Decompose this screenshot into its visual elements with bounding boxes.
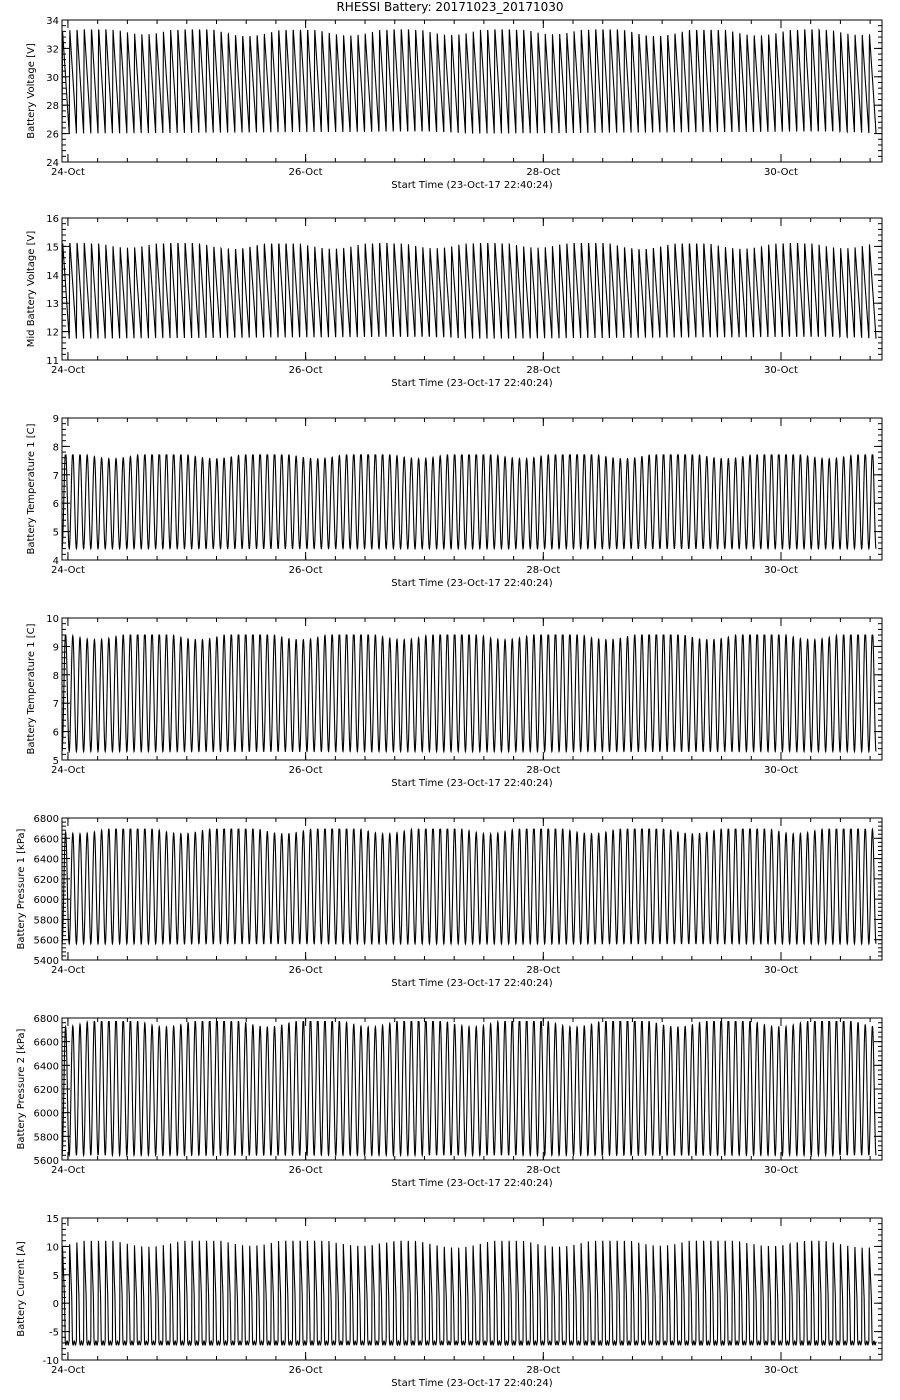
x-tick-label: 24-Oct (50, 765, 85, 776)
y-tick-label: 8 (52, 670, 59, 682)
x-tick-label: 24-Oct (50, 565, 85, 576)
x-tick-label: 24-Oct (50, 1165, 85, 1176)
y-axis-label: Battery Pressure 2 [kPa] (16, 1028, 27, 1150)
series-line (62, 30, 876, 134)
y-tick-label: 15 (46, 242, 59, 254)
x-tick-label: 26-Oct (288, 1165, 323, 1176)
series-line (62, 635, 876, 751)
y-tick-label: 6 (52, 727, 59, 739)
chart-panel-4 (26, 614, 882, 789)
y-tick-label: 24 (46, 158, 59, 169)
y-tick-label: 5400 (33, 956, 59, 967)
x-axis-label: Start Time (23-Oct-17 22:40:24) (391, 378, 553, 389)
y-tick-label: 10 (46, 1242, 59, 1254)
y-tick-label: 6400 (33, 854, 59, 866)
series-line (62, 829, 876, 944)
y-tick-label: 5 (52, 527, 59, 539)
y-tick-label: 12 (46, 327, 59, 339)
y-tick-label: -10 (42, 1356, 59, 1367)
x-tick-label: 30-Oct (764, 1365, 798, 1376)
x-tick-label: 30-Oct (764, 965, 798, 976)
y-tick-label: 6000 (33, 895, 59, 907)
y-tick-label: 6 (52, 499, 59, 511)
y-tick-label: 6000 (33, 1108, 59, 1120)
y-tick-label: 28 (46, 101, 59, 113)
y-tick-label: 4 (52, 556, 59, 567)
x-tick-label: 30-Oct (764, 765, 798, 776)
x-tick-label: 24-Oct (50, 965, 85, 976)
x-tick-label: 30-Oct (764, 565, 798, 576)
x-tick-label: 30-Oct (764, 167, 798, 178)
x-axis-label: Start Time (23-Oct-17 22:40:24) (391, 1178, 553, 1189)
y-tick-label: 16 (46, 214, 59, 225)
x-tick-label: 24-Oct (50, 167, 85, 178)
y-tick-label: 5 (52, 756, 59, 767)
y-tick-label: 5800 (33, 1132, 59, 1144)
y-tick-label: 15 (46, 1214, 59, 1225)
y-tick-label: 11 (46, 356, 59, 367)
chart-panel-6 (16, 1014, 882, 1189)
y-tick-label: 10 (46, 614, 59, 625)
y-tick-label: -5 (49, 1327, 59, 1339)
y-tick-label: 7 (52, 470, 59, 482)
y-axis-label: Battery Pressure 1 [kPa] (16, 828, 27, 950)
y-tick-label: 6200 (33, 1085, 59, 1096)
figure-title: RHESSI Battery: 20171023_20171030 (336, 0, 564, 14)
chart-panel-7 (16, 1214, 882, 1389)
y-tick-label: 6800 (33, 1014, 59, 1025)
x-tick-label: 28-Oct (526, 765, 561, 776)
x-axis-label: Start Time (23-Oct-17 22:40:24) (391, 978, 553, 989)
chart-panel-1 (26, 16, 882, 191)
x-tick-label: 28-Oct (526, 565, 561, 576)
x-tick-label: 24-Oct (50, 1365, 85, 1376)
y-tick-label: 6200 (33, 874, 59, 886)
y-tick-label: 6600 (33, 1037, 59, 1049)
y-tick-label: 32 (46, 44, 59, 56)
y-tick-label: 5600 (33, 935, 59, 947)
y-tick-label: 7 (52, 699, 59, 711)
y-tick-label: 5800 (33, 915, 59, 927)
x-tick-label: 30-Oct (764, 365, 798, 376)
x-tick-label: 28-Oct (526, 365, 561, 376)
x-tick-label: 26-Oct (288, 167, 323, 178)
series-line (62, 1241, 876, 1345)
x-tick-label: 26-Oct (288, 765, 323, 776)
y-tick-label: 13 (46, 299, 59, 311)
y-tick-label: 6400 (33, 1061, 59, 1073)
x-tick-label: 28-Oct (526, 167, 561, 178)
x-tick-label: 28-Oct (526, 965, 561, 976)
x-tick-label: 26-Oct (288, 365, 323, 376)
y-axis-label: Battery Temperature 1 [C] (26, 423, 37, 555)
y-axis-label: Battery Temperature 1 [C] (26, 623, 37, 755)
y-axis-label: Battery Current [A] (16, 1241, 27, 1337)
y-tick-label: 9 (52, 414, 59, 425)
series-line (62, 1022, 876, 1156)
y-axis-label: Mid Battery Voltage [V] (26, 230, 37, 348)
y-tick-label: 9 (52, 642, 59, 654)
y-tick-label: 5600 (33, 1156, 59, 1167)
series-line (62, 244, 876, 339)
x-tick-label: 26-Oct (288, 565, 323, 576)
chart-panel-5 (16, 814, 882, 989)
x-axis-label: Start Time (23-Oct-17 22:40:24) (391, 180, 553, 191)
y-tick-label: 8 (52, 442, 59, 454)
chart-panel-3 (26, 414, 882, 589)
x-tick-label: 26-Oct (288, 965, 323, 976)
y-axis-label: Battery Voltage [V] (26, 43, 37, 139)
y-tick-label: 30 (46, 72, 59, 84)
x-axis-label: Start Time (23-Oct-17 22:40:24) (391, 1378, 553, 1389)
x-axis-label: Start Time (23-Oct-17 22:40:24) (391, 578, 553, 589)
y-tick-label: 6600 (33, 834, 59, 846)
x-axis-label: Start Time (23-Oct-17 22:40:24) (391, 778, 553, 789)
y-tick-label: 34 (46, 16, 59, 27)
x-tick-label: 28-Oct (526, 1165, 561, 1176)
y-tick-label: 6800 (33, 814, 59, 825)
y-tick-label: 26 (46, 129, 59, 141)
x-tick-label: 26-Oct (288, 1365, 323, 1376)
x-tick-label: 30-Oct (764, 1165, 798, 1176)
y-tick-label: 14 (46, 270, 59, 282)
chart-panel-2 (26, 214, 882, 389)
series-line (62, 455, 876, 549)
x-tick-label: 28-Oct (526, 1365, 561, 1376)
x-tick-label: 24-Oct (50, 365, 85, 376)
y-tick-label: 5 (52, 1270, 59, 1282)
y-tick-label: 0 (52, 1299, 59, 1311)
